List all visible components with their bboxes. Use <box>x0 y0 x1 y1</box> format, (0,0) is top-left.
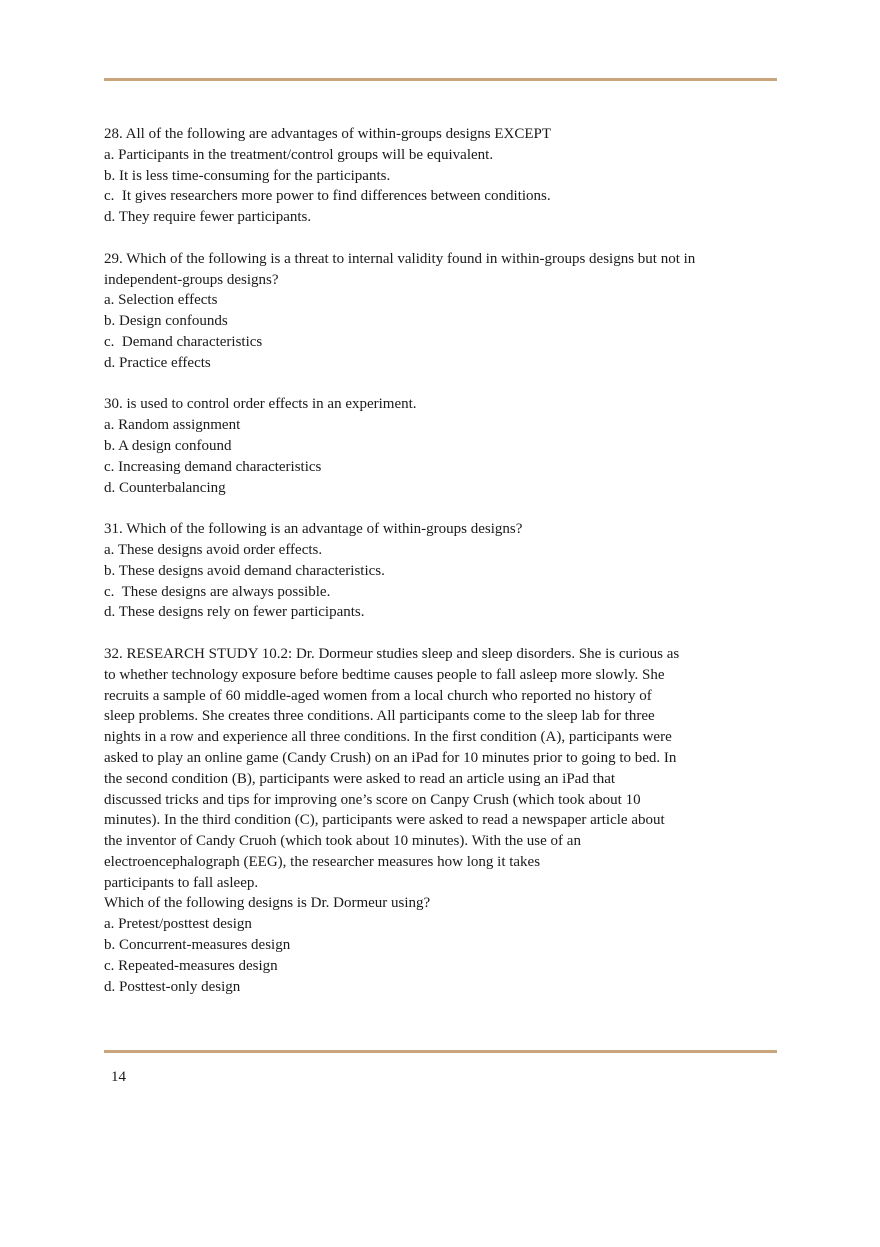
question-stem: 29. Which of the following is a threat to internal validity found in within-groups designs but not in <box>104 250 696 267</box>
question-30 <box>104 394 744 498</box>
question-stem: 30. is used to control order effects in an experiment. <box>104 396 417 413</box>
question-stem: Which of the following designs is Dr. Dormeur using? <box>104 895 431 912</box>
question-stem: to whether technology exposure before bedtime causes people to fall asleep more slowly. She <box>104 666 665 683</box>
question-stem: minutes). In the third condition (C), participants were asked to read a newspaper article about <box>104 812 665 829</box>
option-c: c. Increasing demand characteristics <box>104 458 322 475</box>
option-b: b. A design confound <box>104 437 232 454</box>
option-d: d. Counterbalancing <box>104 479 226 496</box>
option-b: b. These designs avoid demand characteristics. <box>104 562 385 579</box>
question-stem: participants to fall asleep. <box>104 874 259 891</box>
option-a: a. Participants in the treatment/control groups will be equivalent. <box>104 146 494 163</box>
option-b: b. Concurrent-measures design <box>104 937 291 954</box>
option-c: c. Repeated-measures design <box>104 957 278 974</box>
option-a: a. These designs avoid order effects. <box>104 541 323 558</box>
question-28 <box>104 124 744 228</box>
question-stem: 32. RESEARCH STUDY 10.2: Dr. Dormeur studies sleep and sleep disorders. She is curious as <box>104 645 680 662</box>
question-stem: sleep problems. She creates three conditions. All participants come to the sleep lab for three <box>104 708 655 725</box>
question-31 <box>104 519 744 623</box>
question-stem: discussed tricks and tips for improving one’s score on Canpy Crush (which took about 10 <box>104 791 641 808</box>
question-stem: the inventor of Candy Cruoh (which took about 10 minutes). With the use of an <box>104 833 581 850</box>
question-32 <box>104 644 744 998</box>
question-stem: electroencephalograph (EEG), the researcher measures how long it takes <box>104 853 541 870</box>
option-c: c. These designs are always possible. <box>104 583 331 600</box>
question-list <box>104 124 744 1018</box>
option-a: a. Pretest/posttest design <box>104 916 252 933</box>
footer-rule <box>104 1050 777 1053</box>
option-d: d. Posttest-only design <box>104 978 241 995</box>
option-d: d. These designs rely on fewer participants. <box>104 604 365 621</box>
question-stem: recruits a sample of 60 middle-aged women from a local church who reported no history of <box>104 687 652 704</box>
question-stem: independent-groups designs? <box>104 271 279 288</box>
question-stem: 28. All of the following are advantages of within-groups designs EXCEPT <box>104 126 552 142</box>
option-d: d. Practice effects <box>104 354 211 371</box>
option-c: c. It gives researchers more power to find differences between conditions. <box>104 188 551 205</box>
question-stem: asked to play an online game (Candy Crush) on an iPad for 10 minutes prior to going to bed. In <box>104 749 677 766</box>
option-c: c. Demand characteristics <box>104 333 263 350</box>
question-29 <box>104 249 744 374</box>
page-number: 14 <box>111 1069 126 1085</box>
question-stem: the second condition (B), participants were asked to read an article using an iPad that <box>104 770 616 787</box>
option-a: a. Random assignment <box>104 417 241 434</box>
question-stem: nights in a row and experience all three conditions. In the first condition (A), participants were <box>104 729 672 746</box>
option-a: a. Selection effects <box>104 292 218 309</box>
option-b: b. It is less time-consuming for the participants. <box>104 167 391 184</box>
question-stem: 31. Which of the following is an advantage of within-groups designs? <box>104 521 523 538</box>
option-d: d. They require fewer participants. <box>104 209 312 226</box>
header-rule <box>104 78 777 81</box>
option-b: b. Design confounds <box>104 313 228 330</box>
